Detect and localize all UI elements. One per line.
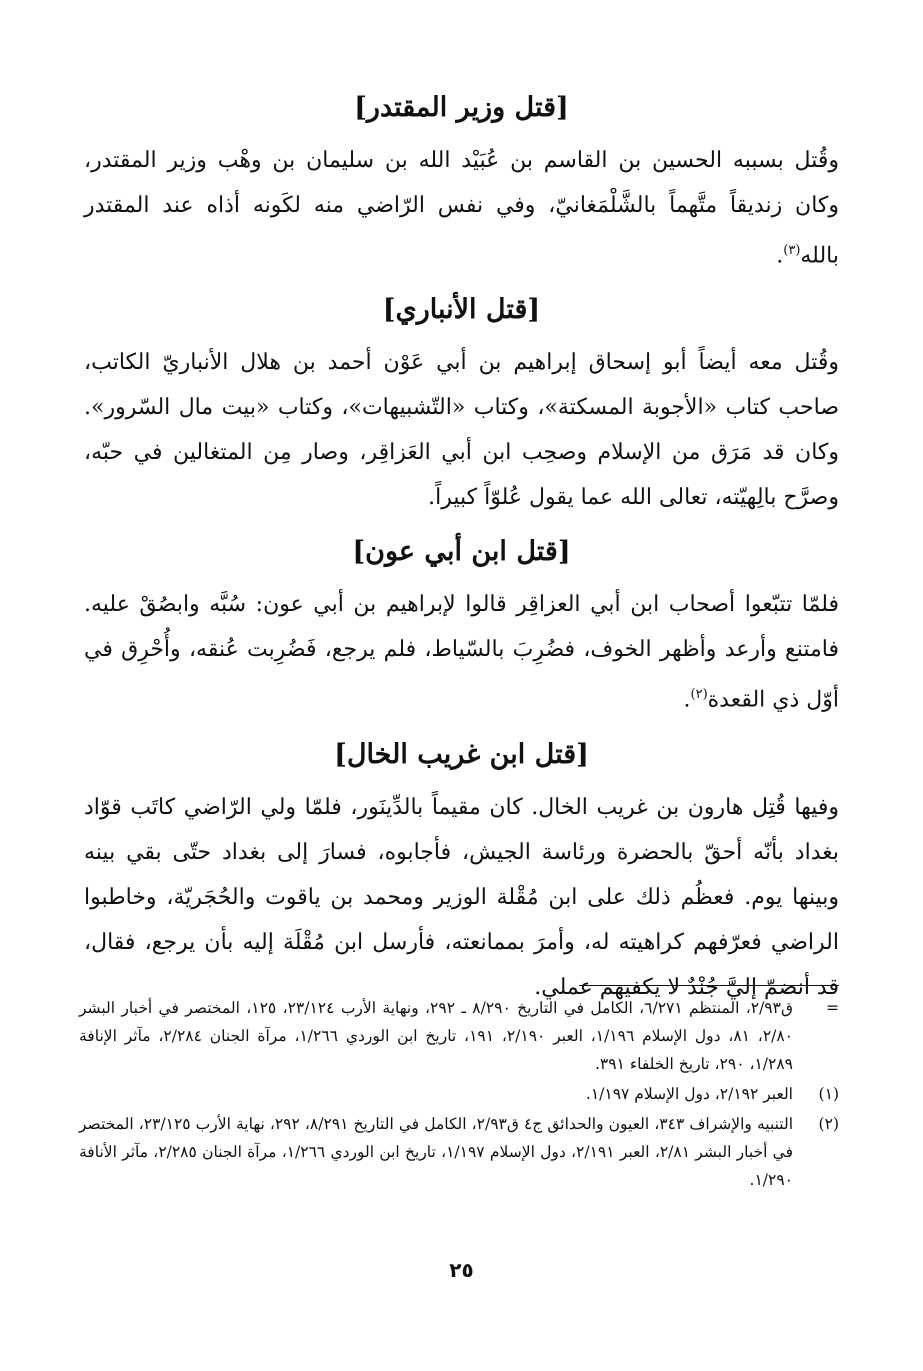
section-heading: [قتل ابن أبي عون] <box>352 536 571 568</box>
footnote-item <box>79 1080 839 1108</box>
footnote-reference: (٣) <box>783 243 801 258</box>
footnote-mark: = <box>826 999 839 1017</box>
footnotes <box>79 985 839 1196</box>
section-paragraph: فلمّا تتبّعوا أصحاب ابن أبي العزاقِر قالوا لإبراهيم بن أبي عون: سُبَّه وابصُقْ عليه. فامتنع وأرعد وأظهر الخوف، فضُرِبَ بالسّياط، فلم يرجع، فَضُرِبت عُنقه، وأُحْرِق في أوّل ذي القعدة$^{(٢)}$. <box>84 592 839 713</box>
section-heading: [قتل ابن غريب الخال] <box>334 738 589 770</box>
section-heading: [قتل الأنباري] <box>382 294 541 326</box>
section-paragraph: وقُتل بسببه الحسين بن القاسم بن عُبَيْد الله بن سليمان بن وهْب وزير المقتدر، وكان زنديقاً متَّهماً بالشَّلْمَغانيّ، وفي نفس الرّاضي منه لكَونه أذاه عند المقتدر بالله$^{(٣)}$. <box>84 148 839 269</box>
paragraph-text: فلمّا تتبّعوا أصحاب ابن أبي العزاقِر قالوا لإبراهيم بن أبي عون: سُبَّه وابصُقْ عليه. فامتنع وأرعد وأظهر الخوف، فضُرِبَ بالسّياط، فلم يرجع، فَضُرِبت عُنقه، وأُحْرِق في أوّل ذي القعدة <box>84 592 839 713</box>
section-paragraph <box>84 785 839 1010</box>
section-ibn-gharib <box>84 735 839 1010</box>
footnote-mark: (٢) <box>818 1115 839 1133</box>
footnote-text: العبر ٢/١٩٢، دول الإسلام ١/١٩٧. <box>585 1085 793 1103</box>
paragraph-text: وقُتل معه أيضاً أبو إسحاق إبراهيم بن أبي عَوْن أحمد بن هلال الأنباريّ الكاتب، صاحب كتاب «الأجوبة المسكتة»، وكتاب «التّشبيهات»، وكتاب «بيت مال السّرور». وكان قد مَرَق من الإسلام وصحِب ابن أبي العَزاقِر، وصار مِن المتغالين في حبّه، وصرَّح بالِهيّته، تعالى الله عما يقول عُلوّاً كبيراً. <box>84 350 839 511</box>
footnote-text: ق٢/٩٣، المنتظم ٦/٢٧١، الكامل في التاريخ ٨/٢٩٠ ـ ٢٩٢، ونهاية الأرب ٢٣/١٢٤، ١٢٥، المختصر في أخبار البشر ٢/٨٠، ٨١، دول الإسلام ١/١٩٦، العبر ٢/١٩٠، ١٩١، تاريخ ابن الوردي ١/٢٦٦، مرآة الجنان ٢/٢٨٤، مآثر الإنافة ١/٢٨٩، ٢٩٠، تاريخ الخلفاء ٣٩١. <box>79 999 794 1073</box>
section-anbari <box>84 290 839 520</box>
footnote-reference: (٢) <box>690 687 708 703</box>
footnote-item <box>79 1110 839 1194</box>
footnote-divider <box>579 985 839 986</box>
paragraph-text: وقُتل بسببه الحسين بن القاسم بن عُبَيْد الله بن سليمان بن وهْب وزير المقتدر، وكان زنديقاً متَّهماً بالشَّلْمَغانيّ، وفي نفس الرّاضي منه لكَونه أذاه عند المقتدر بالله <box>84 148 839 269</box>
page-number: ٢٥ <box>449 1258 474 1282</box>
section-ibn-abi-awn <box>84 532 839 722</box>
section-paragraph <box>84 340 839 520</box>
main-text <box>84 88 839 1022</box>
footnote-text: التنبيه والإشراف ٣٤٣، العيون والحدائق ج٤ ق٢/٩٣، الكامل في التاريخ ٨/٢٩١، ٢٩٢، نهاية الأرب ٢٣/١٢٥، المختصر في أخبار البشر ٢/٨١، العبر ٢/١٩١، دول الإسلام ١/١٩٧، تاريخ ابن الوردي ١/٢٦٦، مرآة الجنان ٢/٢٨٥، مآثر الأنافة ١/٢٩٠. <box>79 1115 794 1189</box>
paragraph-text: وفيها قُتِل هارون بن غريب الخال. كان مقيماً بالدِّينَور، فلمّا ولي الرّاضي كاتَب قوّاد بغداد بأنّه أحقّ بالحضرة ورئاسة الجيش، فأجابوه، فسارَ إلى بغداد حتّى بقي بينه وبينها يوم. فعظُم ذلك على ابن مُقْلة الوزير ومحمد بن ياقوت والحُجَريّة، وخاطبوا الراضي فعرّفهم كراهيته له، وأمرَ بممانعته، فأرسل ابن مُقْلَة إليه بأن يرجع، فقال، قد أنضمّ إليَّ جُنْدٌ لا يكفيهم عملي. <box>84 794 839 1000</box>
section-heading: [قتل وزير المقتدر] <box>354 92 569 123</box>
section-vizier <box>84 88 839 278</box>
footnote-item <box>79 994 839 1078</box>
footnote-mark: (١) <box>818 1085 839 1103</box>
